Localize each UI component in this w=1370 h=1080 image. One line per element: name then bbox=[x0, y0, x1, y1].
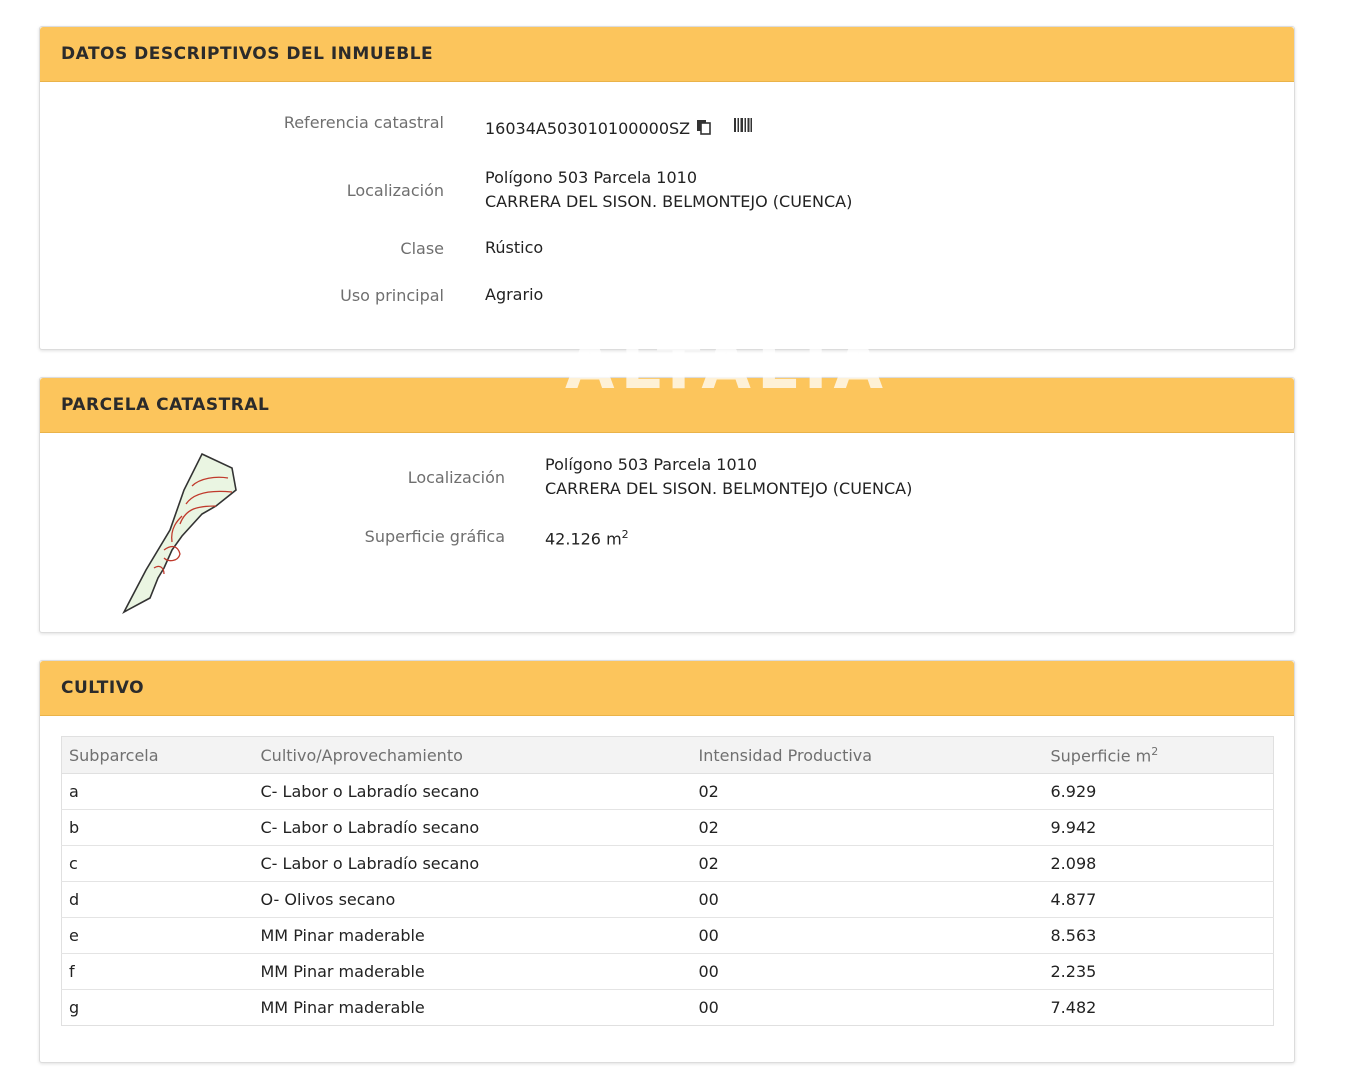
col-header-superficie-text: Superficie m bbox=[1050, 746, 1152, 766]
cell-superficie: 9.942 bbox=[1044, 810, 1274, 846]
superficie-grafica-label: Superficie gráfica bbox=[364, 527, 505, 546]
table-row bbox=[62, 810, 1274, 846]
table-row bbox=[62, 990, 1274, 1026]
col-header-cultivo[interactable]: Cultivo/Aprovechamiento bbox=[254, 737, 692, 774]
localizacion-line2: CARRERA DEL SISON. BELMONTEJO (CUENCA) bbox=[485, 192, 853, 211]
cell-cultivo: C- Labor o Labradío secano bbox=[254, 810, 692, 846]
ref-catastral-row bbox=[485, 117, 712, 142]
col-header-superficie-exponent: 2 bbox=[1151, 744, 1159, 758]
cell-subparcela: e bbox=[62, 918, 254, 954]
cell-intensidad: 00 bbox=[692, 918, 1044, 954]
cell-cultivo: MM Pinar maderable bbox=[254, 918, 692, 954]
cell-intensidad: 02 bbox=[692, 846, 1044, 882]
table-row bbox=[62, 954, 1274, 990]
superficie-grafica-exponent: 2 bbox=[621, 528, 629, 541]
col-header-subparcela[interactable]: Subparcela bbox=[62, 737, 254, 774]
cultivo-table-header-row bbox=[62, 737, 1274, 774]
parcela-localizacion-value bbox=[545, 453, 912, 501]
cell-intensidad: 00 bbox=[692, 954, 1044, 990]
table-row bbox=[62, 882, 1274, 918]
table-row bbox=[62, 846, 1274, 882]
parcela-catastral-panel bbox=[39, 377, 1295, 633]
cultivo-table bbox=[61, 736, 1274, 1026]
cell-subparcela: f bbox=[62, 954, 254, 990]
cell-superficie: 2.098 bbox=[1044, 846, 1274, 882]
cell-cultivo: MM Pinar maderable bbox=[260, 998, 425, 1017]
table-row bbox=[62, 774, 1274, 810]
parcela-catastral-header: PARCELA CATASTRAL bbox=[40, 378, 1294, 433]
cell-intensidad: 02 bbox=[692, 810, 1044, 846]
clase-label: Clase bbox=[400, 239, 444, 258]
ref-catastral-value: 16034A503010100000SZ bbox=[485, 119, 691, 138]
clase-value: Rústico bbox=[485, 238, 544, 257]
cell-intensidad: 02 bbox=[692, 774, 1044, 810]
localizacion-line1: Polígono 503 Parcela 1010 bbox=[485, 168, 697, 187]
superficie-grafica-number: 42.126 m bbox=[545, 529, 622, 549]
table-row bbox=[62, 918, 1274, 954]
cell-cultivo: O- Olivos secano bbox=[254, 882, 692, 918]
cell-cultivo: C- Labor o Labradío secano bbox=[254, 774, 692, 810]
descriptive-data-panel bbox=[39, 26, 1295, 350]
ref-catastral-label: Referencia catastral bbox=[283, 113, 444, 132]
cell-superficie: 8.563 bbox=[1044, 918, 1274, 954]
localizacion-label: Localización bbox=[346, 181, 444, 200]
cell-subparcela: d bbox=[62, 882, 254, 918]
cell-superficie: 4.877 bbox=[1044, 882, 1274, 918]
superficie-grafica-value bbox=[545, 523, 629, 551]
cell-cultivo: MM Pinar maderable bbox=[254, 954, 692, 990]
cell-superficie: 2.235 bbox=[1044, 954, 1274, 990]
uso-principal-value: Agrario bbox=[485, 285, 544, 304]
cell-superficie: 6.929 bbox=[1044, 774, 1274, 810]
parcel-map-thumbnail[interactable] bbox=[120, 450, 245, 620]
parcela-localizacion-line1: Polígono 503 Parcela 1010 bbox=[545, 455, 757, 474]
cell-subparcela: g bbox=[69, 998, 80, 1017]
cell-intensidad: 00 bbox=[692, 882, 1044, 918]
col-header-intensidad[interactable]: Intensidad Productiva bbox=[692, 737, 1044, 774]
localizacion-value bbox=[485, 166, 852, 214]
cell-subparcela: c bbox=[62, 846, 254, 882]
cultivo-header: CULTIVO bbox=[40, 661, 1294, 716]
cultivo-panel bbox=[39, 660, 1295, 1063]
col-header-superficie[interactable] bbox=[1044, 737, 1274, 774]
uso-principal-label: Uso principal bbox=[340, 286, 444, 305]
cell-subparcela: a bbox=[62, 774, 254, 810]
parcela-localizacion-label: Localización bbox=[407, 468, 505, 487]
cell-superficie: 7.482 bbox=[1050, 998, 1097, 1017]
watermark: ALTALIA bbox=[565, 330, 890, 404]
copy-icon[interactable] bbox=[696, 118, 712, 142]
descriptive-data-header: DATOS DESCRIPTIVOS DEL INMUEBLE bbox=[40, 27, 1294, 82]
barcode-icon[interactable] bbox=[734, 117, 752, 136]
cell-intensidad: 00 bbox=[698, 998, 719, 1017]
parcela-localizacion-line2: CARRERA DEL SISON. BELMONTEJO (CUENCA) bbox=[545, 479, 913, 498]
cell-subparcela: b bbox=[62, 810, 254, 846]
cell-cultivo: C- Labor o Labradío secano bbox=[254, 846, 692, 882]
